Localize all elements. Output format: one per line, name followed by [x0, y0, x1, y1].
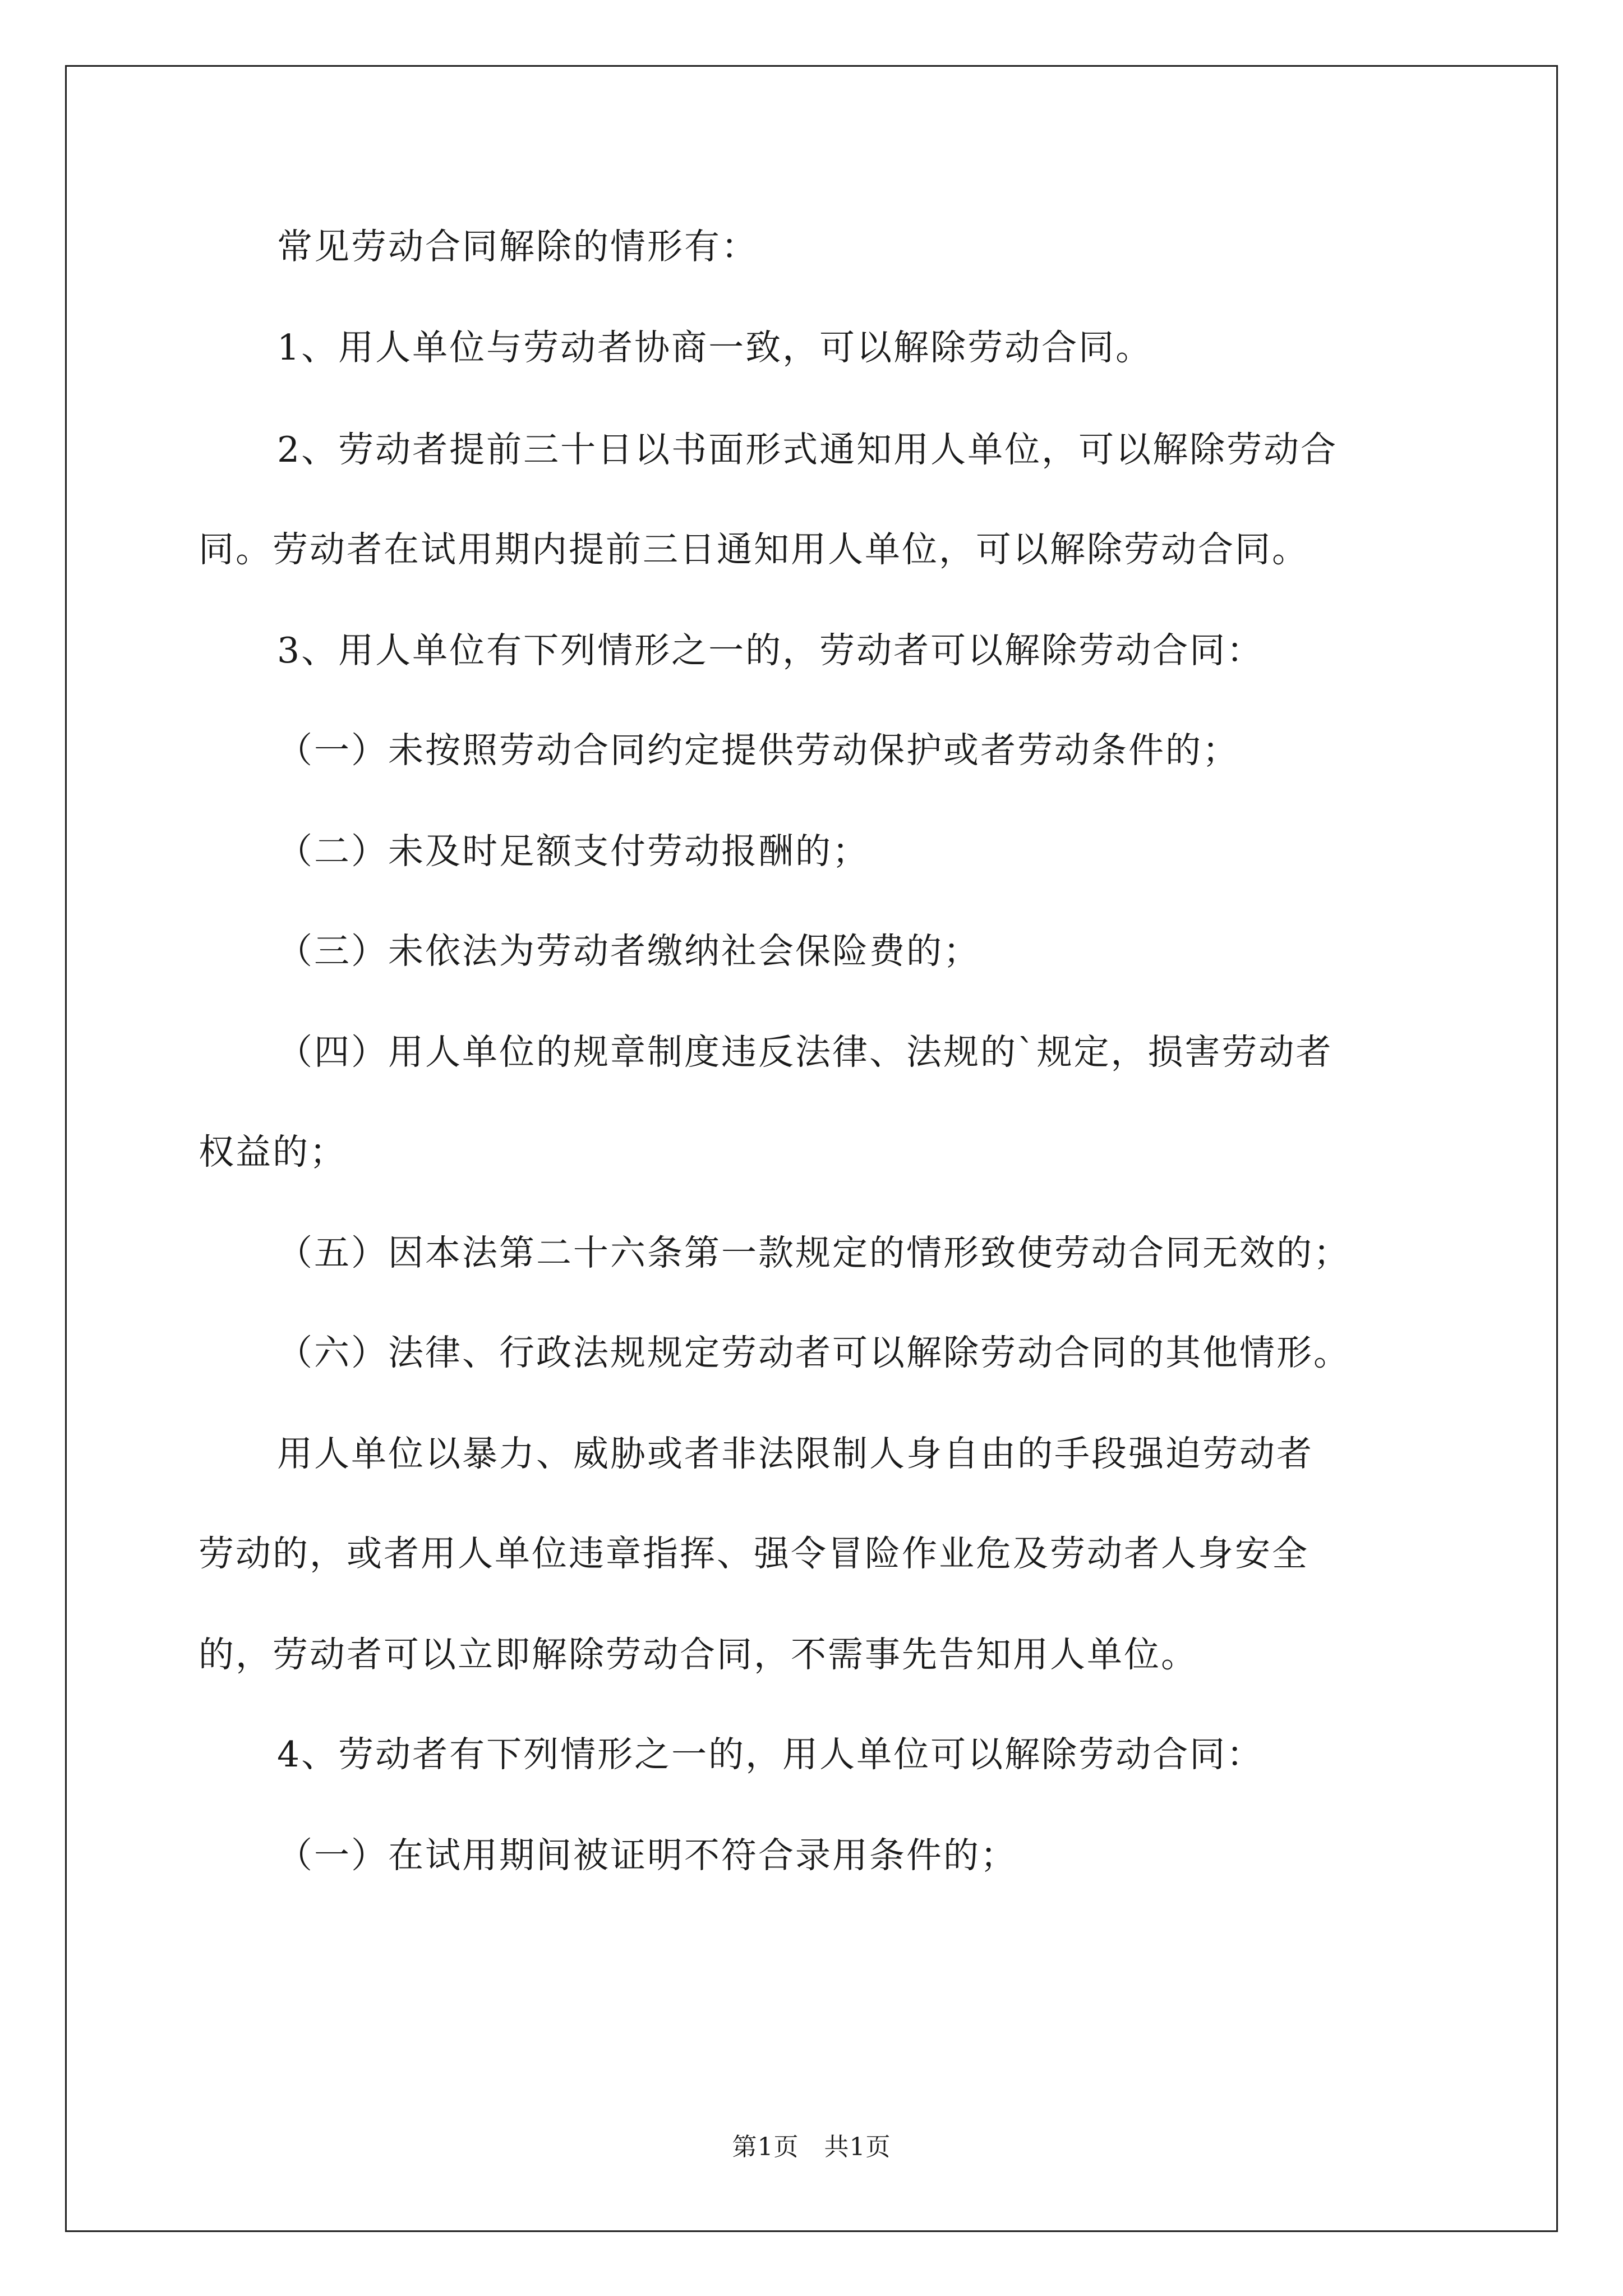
subitem-3-4-line-1: （四）用人单位的规章制度违反法律、法规的`规定，损害劳动者 — [277, 1032, 1333, 1073]
paragraph-intro: 常见劳动合同解除的情形有： — [277, 226, 758, 267]
paragraph-item-2-line-2: 同。劳动者在试用期内提前三日通知用人单位，可以解除劳动合同。 — [199, 529, 1309, 570]
paragraph-item-4: 4、劳动者有下列情形之一的，用人单位可以解除劳动合同： — [277, 1734, 1264, 1775]
subitem-3-3: （三）未依法为劳动者缴纳社会保险费的； — [277, 931, 980, 972]
paragraph-violence-line-1: 用人单位以暴力、威胁或者非法限制人身自由的手段强迫劳动者 — [277, 1433, 1313, 1474]
paragraph-violence-line-2: 劳动的，或者用人单位违章指挥、强令冒险作业危及劳动者人身安全 — [199, 1533, 1309, 1574]
paragraph-violence-line-3: 的，劳动者可以立即解除劳动合同，不需事先告知用人单位。 — [199, 1634, 1198, 1675]
subitem-3-6: （六）法律、行政法规规定劳动者可以解除劳动合同的其他情形。 — [277, 1332, 1350, 1373]
paragraph-item-3: 3、用人单位有下列情形之一的，劳动者可以解除劳动合同： — [277, 630, 1264, 671]
paragraph-item-2-line-1: 2、劳动者提前三十日以书面形式通知用人单位，可以解除劳动合 — [277, 429, 1338, 470]
subitem-3-5: （五）因本法第二十六条第一款规定的情形致使劳动合同无效的； — [277, 1232, 1350, 1273]
page-footer: 第1页 共1页 — [732, 2133, 891, 2161]
subitem-3-4-line-2: 权益的； — [199, 1131, 347, 1172]
subitem-3-2: （二）未及时足额支付劳动报酬的； — [277, 831, 869, 872]
subitem-4-1: （一）在试用期间被证明不符合录用条件的； — [277, 1835, 1017, 1876]
subitem-3-1: （一）未按照劳动合同约定提供劳动保护或者劳动条件的； — [277, 730, 1239, 771]
paragraph-item-1: 1、用人单位与劳动者协商一致，可以解除劳动合同。 — [277, 327, 1153, 368]
